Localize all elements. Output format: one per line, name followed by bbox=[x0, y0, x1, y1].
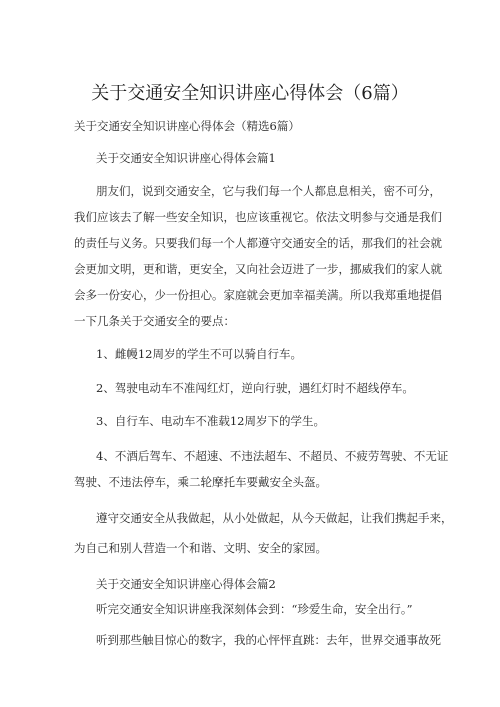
article-1-point: 4、不酒后驾车、不超速、不违法超车、不超员、不疲劳驾驶、不无证 bbox=[96, 449, 449, 463]
article-1-point: 3、自行车、电动车不准载12周岁下的学生。 bbox=[96, 414, 325, 428]
document-title: 关于交通安全知识讲座心得体会（6篇） bbox=[91, 83, 409, 104]
article-2-heading: 关于交通安全知识讲座心得体会篇2 bbox=[96, 577, 276, 591]
article-1-point: 2、驾驶电动车不准闯红灯，逆向行驶，遇红灯时不超线停车。 bbox=[96, 381, 414, 395]
article-1-paragraph-line: 的责任与义务。只要我们每一个人都遵守交通安全的话，那我们的社会就 bbox=[74, 236, 442, 250]
article-1-heading: 关于交通安全知识讲座心得体会篇1 bbox=[96, 151, 276, 165]
article-1-paragraph-line: 一下几条关于交通安全的要点： bbox=[74, 314, 235, 328]
article-1-closing-line: 遵守交通安全从我做起，从小处做起，从今天做起，让我们携起手来， bbox=[96, 511, 453, 525]
article-1-paragraph-line: 会更加文明，更和谐，更安全，又向社会迈进了一步，挪威我们的家人就 bbox=[74, 262, 442, 276]
article-1-closing-line: 为自己和别人营造一个和谐、文明、安全的家园。 bbox=[74, 541, 327, 555]
article-2-paragraph-line: 听到那些触目惊心的数字，我的心怦怦直跳：去年，世界交通事故死 bbox=[96, 633, 441, 647]
article-1-point-continued: 驾驶、不违法停车，乘二轮摩托车要戴安全头盔。 bbox=[74, 475, 327, 489]
article-1-paragraph-line: 朋友们，说到交通安全，它与我们每一个人都息息相关，密不可分， bbox=[96, 184, 441, 198]
document-subtitle: 关于交通安全知识讲座心得体会（精选6篇） bbox=[74, 119, 300, 133]
article-1-paragraph-line: 我们应该去了解一些安全知识，也应该重视它。依法文明参与交通是我们 bbox=[74, 210, 442, 224]
article-1-paragraph-line: 会多一份安心，少一份担心。家庭就会更加幸福美满。所以我郑重地提倡 bbox=[74, 288, 442, 302]
article-2-paragraph-line: 听完交通安全知识讲座我深刻体会到：“珍爱生命，安全出行。” bbox=[96, 602, 413, 616]
article-1-point: 1、雌幔12周岁的学生不可以骑自行车。 bbox=[96, 347, 302, 361]
